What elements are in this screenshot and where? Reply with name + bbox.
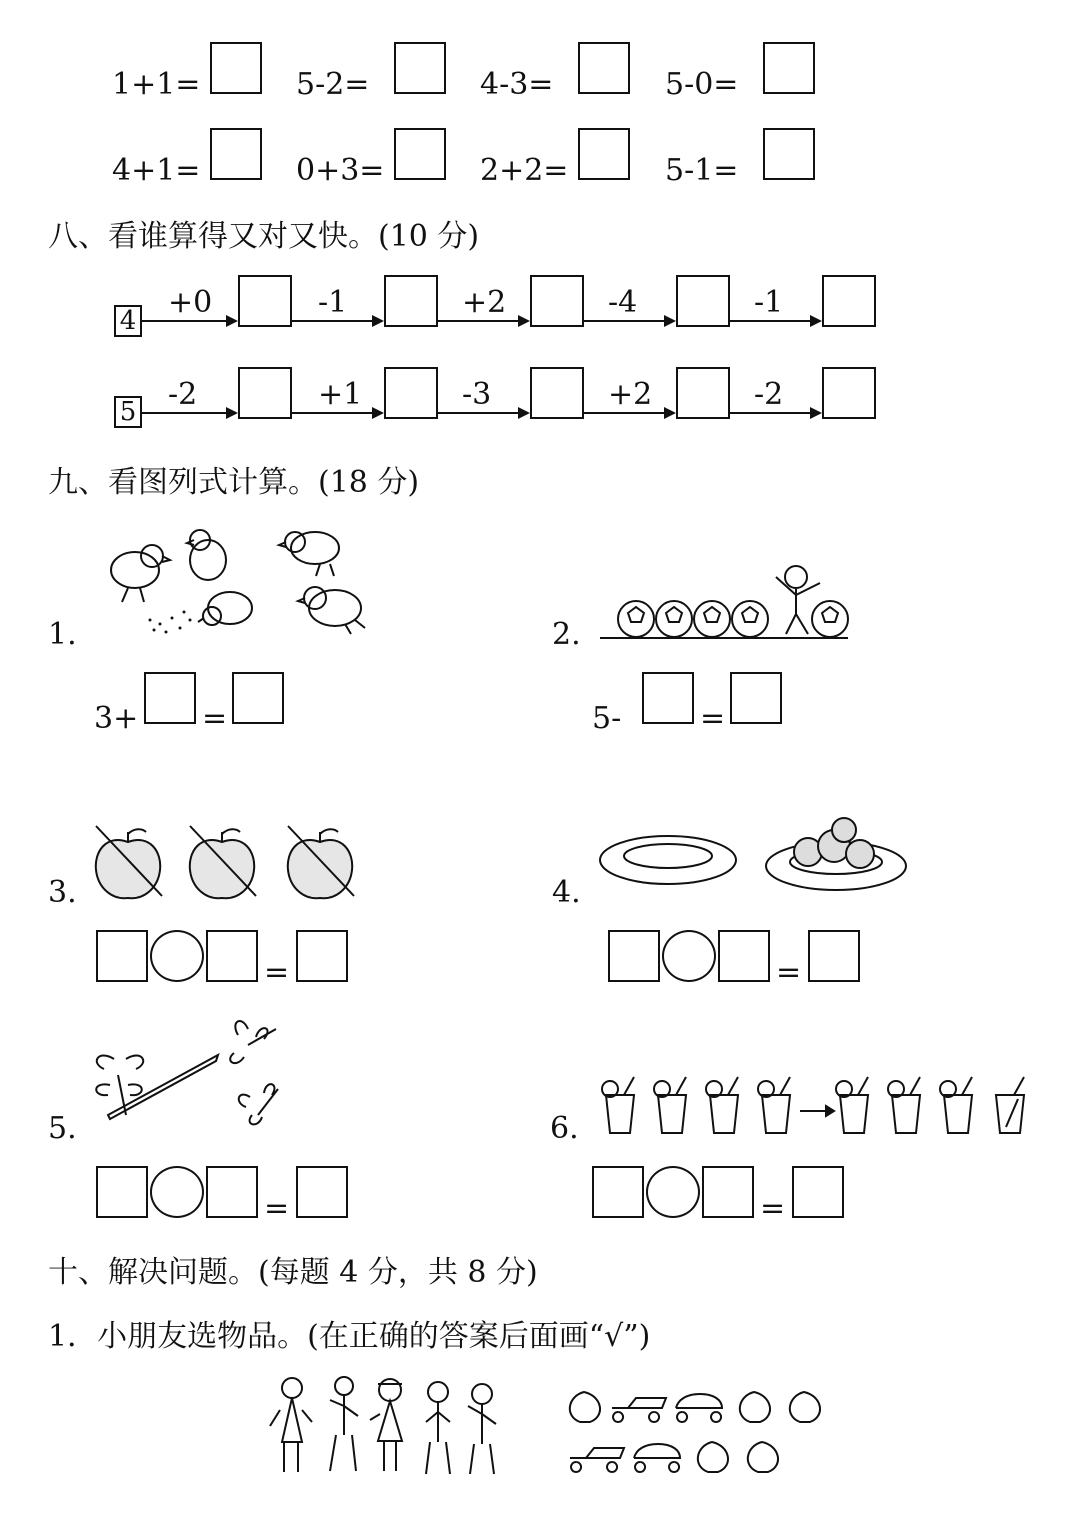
chain-op: -1 xyxy=(754,285,784,320)
chain-op: -3 xyxy=(462,377,492,412)
section-9-heading: 九、看图列式计算。(18 分) xyxy=(48,465,420,500)
answer-box[interactable] xyxy=(676,275,730,327)
answer-box[interactable] xyxy=(718,930,770,982)
answer-box[interactable] xyxy=(530,367,584,419)
operator-circle[interactable] xyxy=(150,1166,204,1218)
answer-box[interactable] xyxy=(808,930,860,982)
answer-box[interactable] xyxy=(394,42,446,94)
question-1-text: 1．小朋友选物品。(在正确的答案后面画“√”) xyxy=(48,1319,651,1354)
answer-box[interactable] xyxy=(394,128,446,180)
equation-text: 0+3= xyxy=(296,153,385,188)
answer-box[interactable] xyxy=(144,672,196,724)
equals-sign: = xyxy=(202,701,228,736)
problem-number: 4. xyxy=(552,875,581,910)
chicks-illustration xyxy=(90,520,380,640)
equation-text: 4-3= xyxy=(480,67,554,102)
chain-op: +2 xyxy=(608,377,653,412)
crossed-apples-illustration xyxy=(90,822,370,902)
answer-box[interactable] xyxy=(642,672,694,724)
answer-box[interactable] xyxy=(296,1166,348,1218)
answer-box[interactable] xyxy=(822,275,876,327)
answer-box[interactable] xyxy=(96,930,148,982)
dragonflies-illustration xyxy=(88,1015,308,1135)
answer-box[interactable] xyxy=(232,672,284,724)
answer-box[interactable] xyxy=(763,42,815,94)
answer-box[interactable] xyxy=(702,1166,754,1218)
answer-box[interactable] xyxy=(296,930,348,982)
answer-box[interactable] xyxy=(238,275,292,327)
chain-start-box: 4 xyxy=(114,305,142,337)
chain-op: +2 xyxy=(462,285,507,320)
equals-sign: = xyxy=(776,955,802,990)
answer-box[interactable] xyxy=(578,42,630,94)
equals-sign: = xyxy=(760,1191,786,1226)
answer-box[interactable] xyxy=(578,128,630,180)
problem-number: 1. xyxy=(48,617,77,652)
equals-sign: = xyxy=(700,701,726,736)
problem-number: 6. xyxy=(550,1111,579,1146)
answer-box[interactable] xyxy=(96,1166,148,1218)
items-illustration xyxy=(562,1380,832,1480)
chain-op: -2 xyxy=(168,377,198,412)
answer-box[interactable] xyxy=(530,275,584,327)
equation-text: 5-2= xyxy=(296,67,370,102)
answer-box[interactable] xyxy=(206,1166,258,1218)
equation-text: 1+1= xyxy=(112,67,201,102)
chain-op: -4 xyxy=(608,285,638,320)
plates-illustration xyxy=(598,808,918,898)
problem-number: 2. xyxy=(552,617,581,652)
problem-number: 5. xyxy=(48,1111,77,1146)
soccer-balls-illustration xyxy=(600,555,850,645)
expression-prefix: 5- xyxy=(592,701,622,736)
equals-sign: = xyxy=(264,955,290,990)
equals-sign: = xyxy=(264,1191,290,1226)
answer-box[interactable] xyxy=(763,128,815,180)
answer-box[interactable] xyxy=(730,672,782,724)
answer-box[interactable] xyxy=(238,367,292,419)
equation-text: 2+2= xyxy=(480,153,569,188)
chain-op: -1 xyxy=(318,285,348,320)
answer-box[interactable] xyxy=(384,275,438,327)
answer-box[interactable] xyxy=(676,367,730,419)
equation-text: 5-1= xyxy=(665,153,739,188)
problem-number: 3. xyxy=(48,875,77,910)
operator-circle[interactable] xyxy=(646,1166,700,1218)
chain-op: +0 xyxy=(168,285,213,320)
chain-op: +1 xyxy=(318,377,363,412)
section-8-heading: 八、看谁算得又对又快。(10 分) xyxy=(48,219,480,254)
answer-box[interactable] xyxy=(822,367,876,419)
answer-box[interactable] xyxy=(792,1166,844,1218)
answer-box[interactable] xyxy=(210,42,262,94)
section-10-heading: 十、解决问题。(每题 4 分，共 8 分) xyxy=(48,1255,538,1290)
answer-box[interactable] xyxy=(592,1166,644,1218)
answer-box[interactable] xyxy=(384,367,438,419)
children-illustration xyxy=(266,1374,516,1484)
chain-op: -2 xyxy=(754,377,784,412)
chain-start-box: 5 xyxy=(114,396,142,428)
answer-box[interactable] xyxy=(206,930,258,982)
operator-circle[interactable] xyxy=(662,930,716,982)
operator-circle[interactable] xyxy=(150,930,204,982)
equation-text: 5-0= xyxy=(665,67,739,102)
answer-box[interactable] xyxy=(210,128,262,180)
expression-prefix: 3+ xyxy=(94,701,139,736)
equation-text: 4+1= xyxy=(112,153,201,188)
answer-box[interactable] xyxy=(608,930,660,982)
drinks-illustration xyxy=(594,1075,1044,1139)
